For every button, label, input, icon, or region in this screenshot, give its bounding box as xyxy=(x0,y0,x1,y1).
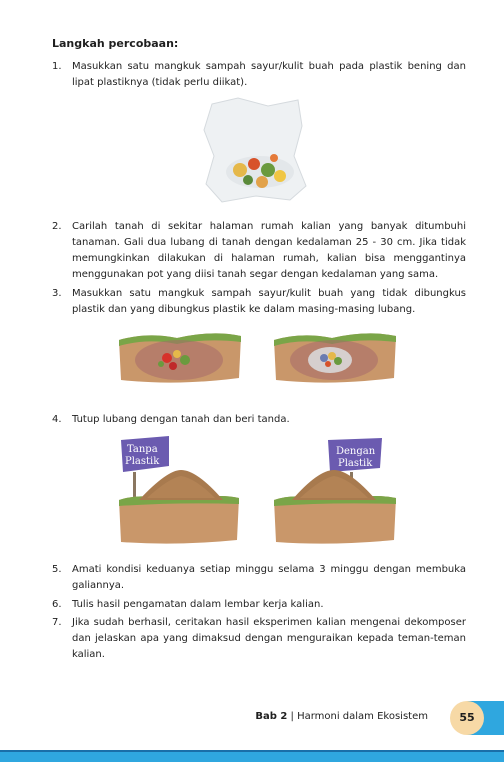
plastic-bag-illustration xyxy=(198,96,310,206)
step-text: Tutup lubang dengan tanah dan beri tanda. xyxy=(72,414,290,425)
step-number: 7. xyxy=(52,617,62,628)
step-item-2 xyxy=(52,219,466,283)
covered-hole-without-plastic xyxy=(117,436,241,546)
chapter-title: Harmoni dalam Ekosistem xyxy=(297,711,428,722)
footer-separator: | xyxy=(287,711,298,722)
step-item-7 xyxy=(52,615,466,663)
step-number: 4. xyxy=(52,414,62,425)
step-item-5 xyxy=(52,562,466,594)
step-number: 6. xyxy=(52,599,62,610)
step-text: Jika sudah berhasil, ceritakan hasil eksperimen kalian mengenai dekomposer dan jelaskan apa yang dimaksud dengan menguraikan kepada teman-teman kalian. xyxy=(72,617,466,660)
step-text: Masukkan satu mangkuk sampah sayur/kulit buah yang tidak dibungkus plastik dan yang dibungkus plastik ke dalam masing-masing lubang. xyxy=(72,288,466,315)
chapter-label: Bab 2 xyxy=(255,711,288,722)
sign-label-line2: Plastik xyxy=(338,458,373,469)
step-number: 3. xyxy=(52,288,62,299)
hole-without-plastic-illustration xyxy=(117,328,243,386)
step-item-4 xyxy=(52,412,466,428)
bottom-accent-bar xyxy=(0,752,504,762)
sign-label-line2: Plastik xyxy=(125,456,160,467)
hole-with-plastic-illustration xyxy=(272,328,398,386)
step-text: Tulis hasil pengamatan dalam lembar kerja kalian. xyxy=(72,599,324,610)
sign-label-line1: Dengan xyxy=(336,446,376,457)
step-text: Masukkan satu mangkuk sampah sayur/kulit buah pada plastik bening dan lipat plastiknya (tidak perlu diikat). xyxy=(72,61,466,88)
covered-hole-with-plastic xyxy=(272,436,398,546)
step-text: Carilah tanah di sekitar halaman rumah kalian yang banyak ditumbuhi tanaman. Gali dua lubang di tanah dengan kedalaman 25 - 30 cm. Jika tidak memungkinkan dilakukan di halaman rumah, kalian bisa menggantinya menggunakan pot yang diisi tanah segar dengan kedalaman yang sama. xyxy=(72,221,466,280)
page-footer xyxy=(255,711,428,722)
sign-label-line1: Tanpa xyxy=(127,444,158,455)
section-heading: Langkah percobaan: xyxy=(52,37,179,50)
step-number: 5. xyxy=(52,564,62,575)
step-item-1 xyxy=(52,59,466,91)
step-item-3 xyxy=(52,286,466,318)
page-number-badge: 55 xyxy=(450,701,484,735)
step-item-6 xyxy=(52,597,466,613)
step-number: 1. xyxy=(52,61,62,72)
step-text: Amati kondisi keduanya setiap minggu selama 3 minggu dengan membuka galiannya. xyxy=(72,564,466,591)
step-number: 2. xyxy=(52,221,62,232)
